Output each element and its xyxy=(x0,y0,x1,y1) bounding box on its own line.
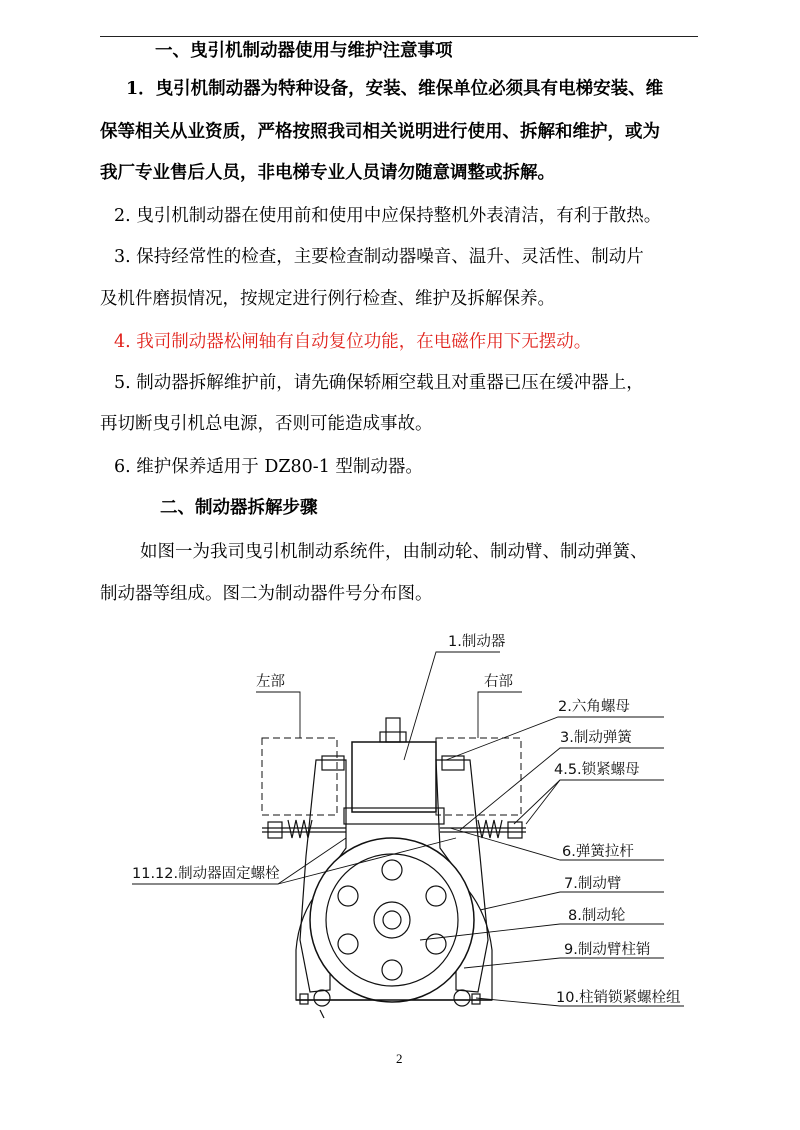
item5-line2: 再切断曳引机总电源，否则可能造成事故。 xyxy=(100,414,433,434)
right-spring xyxy=(478,820,502,838)
label-part1112: 11.12.制动器固定螺栓 xyxy=(132,866,280,882)
item5-line1: 5. 制动器拆解维护前，请先确保轿厢空载且对重器已压在缓冲器上， xyxy=(114,373,644,393)
left-nut xyxy=(268,822,282,838)
label-right: 右部 xyxy=(484,674,513,690)
right-pin xyxy=(454,990,470,1006)
brake-top-knob-base xyxy=(380,732,406,742)
brake-top-knob xyxy=(386,718,400,742)
header-rule xyxy=(100,36,698,37)
label-part2: 2.六角螺母 xyxy=(558,699,630,715)
page-number: 2 xyxy=(396,1051,403,1066)
brake-magnet-body xyxy=(352,742,436,812)
section2-paragraph-line2: 制动器等组成。图二为制动器件号分布图。 xyxy=(100,584,433,604)
leader-part45 xyxy=(514,780,664,824)
right-part-box xyxy=(436,738,521,815)
label-part7: 7.制动臂 xyxy=(564,876,622,892)
label-part1: 1.制动器 xyxy=(448,634,506,650)
leader-part9 xyxy=(464,958,664,968)
section1-title: 一、曳引机制动器使用与维护注意事项 xyxy=(155,41,453,61)
left-arm-bolt xyxy=(322,756,344,770)
brake-assembly-diagram xyxy=(0,620,800,1040)
leader-right xyxy=(478,692,522,738)
item2: 2. 曳引机制动器在使用前和使用中应保持整机外表清洁，有利于散热。 xyxy=(114,206,662,226)
left-pin xyxy=(314,990,330,1006)
section2-paragraph-line1: 如图一为我司曳引机制动系统件，由制动轮、制动臂、制动弹簧、 xyxy=(140,542,648,562)
item1-line3: 我厂专业售后人员，非电梯专业人员请勿随意调整或拆解。 xyxy=(100,163,555,183)
label-part8: 8.制动轮 xyxy=(568,908,626,924)
item3-line2: 及机件磨损情况，按规定进行例行检查、维护及拆解保养。 xyxy=(100,289,555,309)
leader-left xyxy=(256,692,300,738)
label-left: 左部 xyxy=(256,674,285,690)
item1-line1: 1．曳引机制动器为特种设备，安装、维保单位必须具有电梯安装、维 xyxy=(126,79,664,99)
brake-wheel xyxy=(310,838,474,1002)
label-part6: 6.弹簧拉杆 xyxy=(562,844,634,860)
item3-line1: 3. 保持经常性的检查，主要检查制动器噪音、温升、灵活性、制动片 xyxy=(114,247,644,267)
leader-part3 xyxy=(460,748,664,830)
item6: 6. 维护保养适用于 DZ80-1 型制动器。 xyxy=(114,457,423,477)
left-part-box xyxy=(262,738,337,815)
label-part9: 9.制动臂柱销 xyxy=(564,942,651,958)
item1-line2: 保等相关从业资质，严格按照我司相关说明进行使用、拆解和维护，或为 xyxy=(100,122,660,142)
right-arm-bolt xyxy=(442,756,464,770)
label-part3: 3.制动弹簧 xyxy=(560,730,632,746)
section2-title: 二、制动器拆解步骤 xyxy=(160,498,318,518)
right-nut xyxy=(508,822,522,838)
label-part10: 10.柱销锁紧螺栓组 xyxy=(556,990,681,1006)
item4-highlight: 4. 我司制动器松闸轴有自动复位功能，在电磁作用下无摆动。 xyxy=(114,332,592,352)
label-part45: 4.5.锁紧螺母 xyxy=(554,762,640,778)
